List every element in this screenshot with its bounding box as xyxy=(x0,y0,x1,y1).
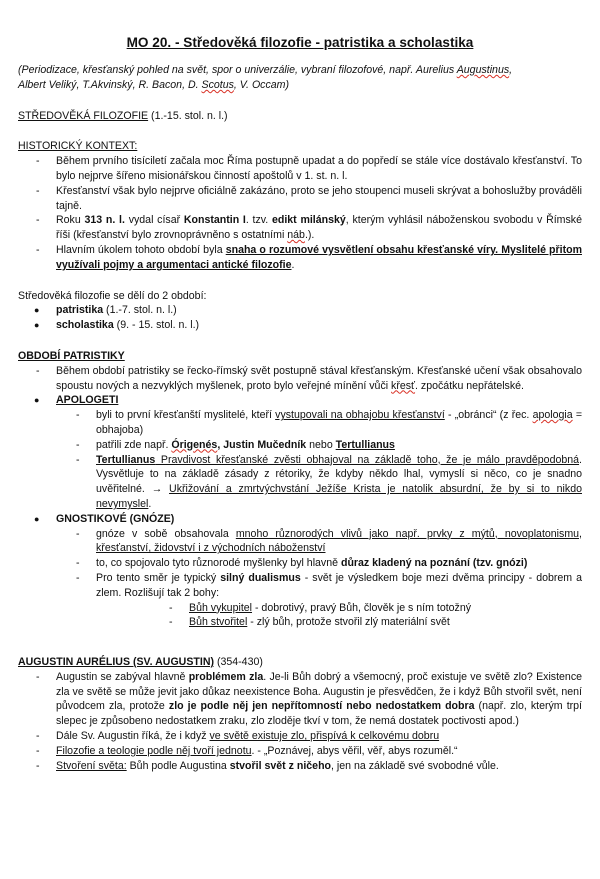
text: . xyxy=(148,497,152,510)
underlined: Pravdivost křesťanské zvěsti obhajoval na základě toho, že je málo pravděpodobná xyxy=(155,453,580,466)
list-item xyxy=(189,615,582,630)
abbrev: křesť xyxy=(391,379,416,392)
heading-text: APOLOGETI xyxy=(56,394,119,407)
list-item xyxy=(189,601,582,616)
subtitle-text: , V. Occam) xyxy=(233,78,290,91)
bold: problémem zla xyxy=(188,670,264,683)
list-item: - Křesťanství však bylo nejprve oficiálně zakázáno, proto se jeho stoupenci museli skrývat a bohoslužby prováděli tajně. xyxy=(56,184,582,214)
text: . Je-li Bůh dobrý a všemocný, proč existuje ve světě zlo? Existence zla ve světě se může jevit jako důkaz neexistence Boha. Augustin je přesvědčen, že i když Bůh stvořil svět, není původcem zla, protože xyxy=(56,670,583,713)
text: Hlavním úkolem tohoto období byla xyxy=(56,243,226,256)
augustine-list xyxy=(18,670,582,774)
text: . zpočátku nepřátelské. xyxy=(415,379,524,392)
underlined: vystupovali na obhajobu křesťanství xyxy=(275,409,445,422)
augustine-heading: AUGUSTIN AURÉLIUS (SV. AUGUSTIN) xyxy=(18,656,214,669)
underlined: Stvoření světa: xyxy=(56,759,127,772)
text: Bůh podle Augustina xyxy=(126,759,230,772)
apologists-block xyxy=(18,393,582,408)
list-item xyxy=(96,571,582,601)
page-title: MO 20. - Středověká filozofie - patristika a scholastika xyxy=(126,35,474,50)
list-item xyxy=(56,744,582,759)
heading-text: GNOSTIKOVÉ (GNÓZE) xyxy=(56,512,175,525)
text: (např. zlo, kterým trpí slepec je způsobeno nedostatkem zraku, zlo zloděje tkví v tom, že nemá dostatek poctivosti apod.) xyxy=(56,700,582,728)
medieval-heading-line xyxy=(18,109,582,124)
period-name: scholastika xyxy=(56,319,114,332)
gnostics-heading xyxy=(56,512,582,527)
text: patřili zde např. xyxy=(96,438,172,451)
subtitle-augustinus: Augustinus xyxy=(456,64,510,76)
underlined: mnoho různorodých vlivů jako např. prvky z mýtů, novoplatonismu, křesťanství, židovství i z východních náboženství xyxy=(96,527,582,555)
bold: důraz kladený na poznání (tzv. gnózi) xyxy=(340,557,528,570)
period-name: patristika xyxy=(56,304,104,317)
text: Dále Sv. Augustin říká, že i když xyxy=(56,730,210,743)
edict-year: 313 n. l. xyxy=(84,214,125,227)
apologists-list xyxy=(18,408,582,512)
gnostics-block xyxy=(18,512,582,527)
list-item xyxy=(56,759,582,774)
abbrev: náb xyxy=(287,229,305,242)
underlined: Bůh vykupitel xyxy=(189,601,253,614)
name: Tertullianus xyxy=(335,438,395,451)
subtitle xyxy=(18,63,582,93)
text: . xyxy=(291,258,295,271)
text: Pro tento směr je typický xyxy=(96,571,221,584)
bold: silný dualismus xyxy=(220,571,301,584)
list-item xyxy=(56,670,582,729)
period-range: (1.-7. stol. n. l.) xyxy=(103,304,177,317)
text: nebo xyxy=(306,438,336,451)
key-idea: snaha o rozumové vysvětlení obsahu křesťanské víry. Myslitelé přitom využívali pojmy a argumentaci antické filozofie xyxy=(56,243,582,271)
list-item xyxy=(96,438,582,453)
medieval-heading: STŘEDOVĚKÁ FILOZOFIE xyxy=(18,109,149,122)
patristics-heading: OBDOBÍ PATRISTIKY xyxy=(18,349,125,362)
text: . - „Poznávej, abys věřil, věř, abys rozuměl.“ xyxy=(251,744,458,757)
emperor-name: Konstantin I xyxy=(183,214,246,227)
bold: stvořil svět z ničeho xyxy=(229,759,332,772)
augustine-heading-line xyxy=(18,655,582,670)
text: , kterým vyhlásil náboženskou svobodu v Římské říši (křesťanství bylo zrovnoprávněno s ostatními xyxy=(56,214,582,242)
periods-intro: Středověká filozofie se dělí do 2 období: xyxy=(18,289,207,302)
medieval-range: (1.-15. stol. n. l.) xyxy=(148,109,228,122)
text: Augustin se zabýval hlavně xyxy=(56,670,189,683)
name: Órigenés xyxy=(171,438,218,451)
subtitle-text: Albert Veliký, T.Akvinský, R. Bacon, D. xyxy=(18,78,202,91)
patristics-list xyxy=(18,364,582,394)
historic-list xyxy=(18,154,582,272)
list-item xyxy=(56,729,582,744)
text: vydal císař xyxy=(124,214,184,227)
text: , jen na základě své svobodné vůle. xyxy=(331,759,499,772)
text: - dobrotivý, pravý Bůh, člověk je s ním totožný xyxy=(252,601,472,614)
list-item xyxy=(96,408,582,438)
gods-list xyxy=(18,601,582,631)
edict-name: edikt milánský xyxy=(271,214,346,227)
subtitle-text: , xyxy=(509,64,513,76)
historic-heading: HISTORICKÝ KONTEXT: xyxy=(18,140,138,153)
list-item: - Během prvního tisíciletí začala moc Říma postupně upadat a do popředí se stále více dostávalo křesťanství. To bylo nejprve šířeno misionářskou činností apoštolů v 1. st. n. l. xyxy=(56,154,582,184)
list-item xyxy=(56,318,582,333)
list-item xyxy=(56,364,582,394)
text: - svět je výsledkem boje mezi dvěma principy - dobrem a zlem. Rozlišují tak 2 bohy: xyxy=(96,571,583,599)
underlined: Filozofie a teologie podle něj tvoří jednotu xyxy=(56,744,252,757)
text: .). xyxy=(304,229,315,242)
text: gnóze v sobě obsahovala xyxy=(96,527,236,540)
document-page xyxy=(18,0,582,773)
list-item xyxy=(56,213,582,243)
list-item xyxy=(56,243,582,273)
augustine-years: (354-430) xyxy=(214,656,263,669)
subtitle-scotus: Scotus xyxy=(201,78,234,91)
apologists-heading xyxy=(56,393,582,408)
text: byli to první křesťanští myslitelé, kteří xyxy=(96,409,276,422)
text: to, co spojovalo tyto různorodé myšlenky byl hlavně xyxy=(96,557,341,570)
underlined: ve světě existuje zlo, přispívá k celkovému dobru xyxy=(209,730,440,743)
text: . tzv. xyxy=(245,214,272,227)
list-item xyxy=(56,303,582,318)
list-item xyxy=(96,453,582,512)
text: . Vysvětluje to na základě zásady z rétoriky, že kdyby někdo lhal, vymyslí si něco, co je snadno uvěřitelné. → xyxy=(96,453,582,496)
term: apologia xyxy=(532,409,573,422)
text: - „obránci“ (z řec. xyxy=(444,409,533,422)
bold: zlo je podle něj jen nepřítomností nebo nedostatkem dobra xyxy=(168,700,475,713)
text: Roku xyxy=(56,214,85,227)
period-range: (9. - 15. stol. n. l.) xyxy=(113,319,200,332)
underlined: Bůh stvořitel xyxy=(189,616,248,629)
underlined: Ukřižování a zmrtvýchvstání Ježíše Krista je natolik absurdní, že by si to nikdo nevymyslel xyxy=(96,483,582,510)
text: - zlý bůh, protože stvořil zlý materiální svět xyxy=(247,616,450,629)
name: , Justin Mučedník xyxy=(217,438,307,451)
periods-list xyxy=(18,303,582,333)
text: = obhajoba) xyxy=(96,409,583,436)
text: Během období patristiky se řecko-římský svět postupně stával křesťanským. Křesťanské učení však obsahovalo spoustu nových a nezvyklých myšlenek, proto bylo veřejné mínění vůči xyxy=(56,364,582,392)
list-item xyxy=(96,556,582,571)
subtitle-text: (Periodizace, křesťanský pohled na svět, spor o univerzálie, vybraní filozofové, např. Aurelius xyxy=(18,64,457,76)
name: Tertullianus xyxy=(96,453,156,466)
list-item xyxy=(96,527,582,557)
gnostics-list xyxy=(18,527,582,601)
